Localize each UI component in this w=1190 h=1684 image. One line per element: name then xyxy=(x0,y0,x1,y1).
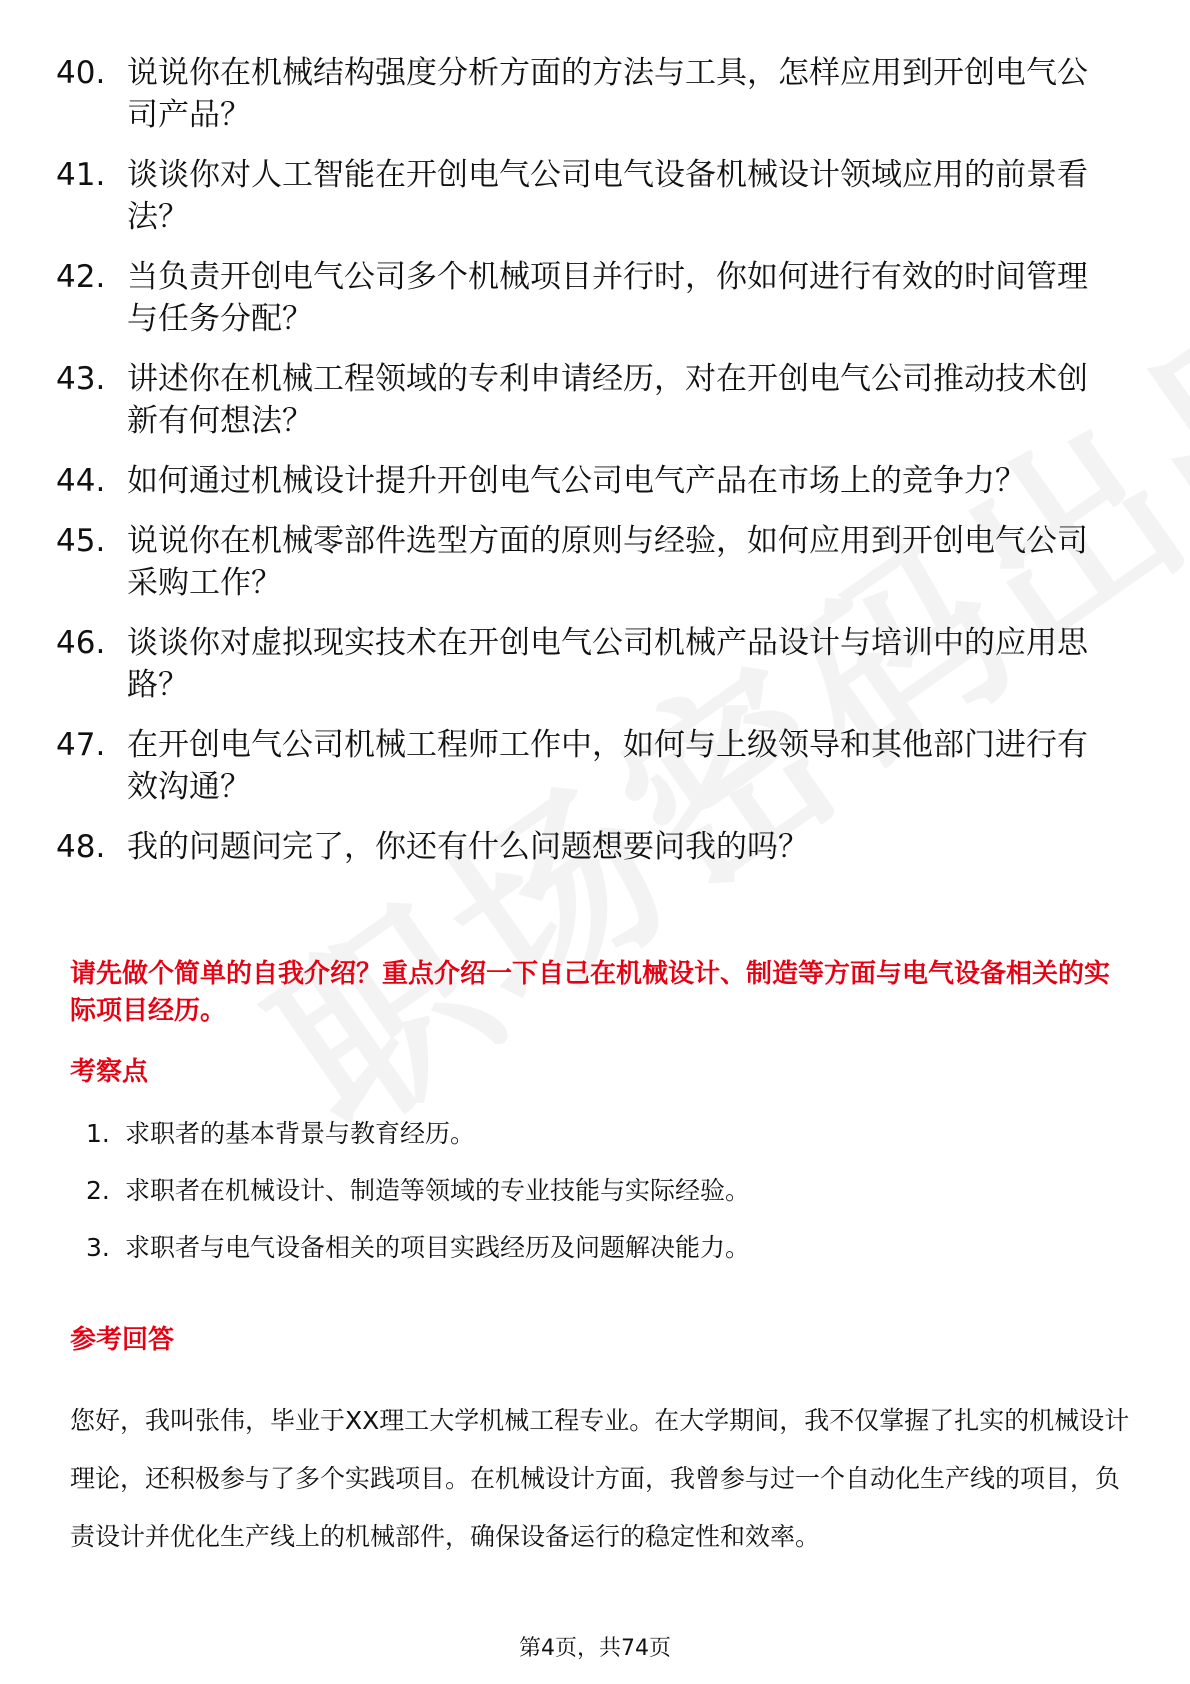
reference-answer: 您好，我叫张伟，毕业于XX理工大学机械工程专业。在大学期间，我不仅掌握了扎实的机械设计理论，还积极参与了多个实践项目。在机械设计方面，我曾参与过一个自动化生产线的项目，负责设计并优化生产线上的机械部件，确保设备运行的稳定性和效率。 xyxy=(70,1406,1130,1551)
question-item xyxy=(0,154,1112,238)
question-text: 说说你在机械零部件选型方面的原则与经验，如何应用到开创电气公司采购工作？ xyxy=(127,523,1088,601)
point-number: 1. xyxy=(86,1119,110,1148)
assessment-point xyxy=(0,1173,1190,1230)
question-list xyxy=(0,52,1190,886)
question-text: 如何通过机械设计提升开创电气公司电气产品在市场上的竞争力？ xyxy=(127,463,1026,499)
page-footer: 第4页，共74页 xyxy=(519,1636,671,1661)
assessment-title: 考察点 xyxy=(70,1057,149,1087)
point-number: 2. xyxy=(86,1176,110,1205)
question-number: 43. xyxy=(56,361,106,397)
assessment-point-list xyxy=(0,1116,1190,1287)
question-text: 我的问题问完了，你还有什么问题想要问我的吗？ xyxy=(127,829,809,865)
question-item xyxy=(0,622,1112,706)
question-number: 40. xyxy=(56,55,106,91)
question-item xyxy=(0,460,1112,502)
question-number: 48. xyxy=(56,829,106,865)
question-item xyxy=(0,520,1112,604)
reference-title: 参考回答 xyxy=(70,1325,175,1355)
assessment-point xyxy=(0,1116,1190,1173)
question-text: 谈谈你对人工智能在开创电气公司电气设备机械设计领域应用的前景看法？ xyxy=(127,157,1088,235)
question-number: 47. xyxy=(56,727,106,763)
question-number: 41. xyxy=(56,157,106,193)
question-number: 42. xyxy=(56,259,106,295)
question-text: 谈谈你对虚拟现实技术在开创电气公司机械产品设计与培训中的应用思路？ xyxy=(127,625,1088,703)
question-item xyxy=(0,724,1112,808)
point-text: 求职者的基本背景与教育经历。 xyxy=(125,1119,476,1148)
question-text: 说说你在机械结构强度分析方面的方法与工具，怎样应用到开创电气公司产品？ xyxy=(127,55,1088,133)
question-text: 当负责开创电气公司多个机械项目并行时，你如何进行有效的时间管理与任务分配？ xyxy=(127,259,1088,337)
question-number: 45. xyxy=(56,523,106,559)
question-item xyxy=(0,358,1112,442)
point-text: 求职者与电气设备相关的项目实践经历及问题解决能力。 xyxy=(125,1233,751,1262)
question-item xyxy=(0,826,1112,868)
question-text: 讲述你在机械工程领域的专利申请经历，对在开创电气公司推动技术创新有何想法？ xyxy=(127,361,1088,439)
question-item xyxy=(0,52,1112,136)
question-text: 在开创电气公司机械工程师工作中，如何与上级领导和其他部门进行有效沟通？ xyxy=(127,727,1088,805)
featured-question: 请先做个简单的自我介绍？重点介绍一下自己在机械设计、制造等方面与电气设备相关的实际项目经历。 xyxy=(70,959,1111,1026)
point-number: 3. xyxy=(86,1233,110,1262)
assessment-point xyxy=(0,1230,1190,1287)
point-text: 求职者在机械设计、制造等领域的专业技能与实际经验。 xyxy=(125,1176,751,1205)
question-item xyxy=(0,256,1112,340)
question-number: 46. xyxy=(56,625,106,661)
question-number: 44. xyxy=(56,463,106,499)
